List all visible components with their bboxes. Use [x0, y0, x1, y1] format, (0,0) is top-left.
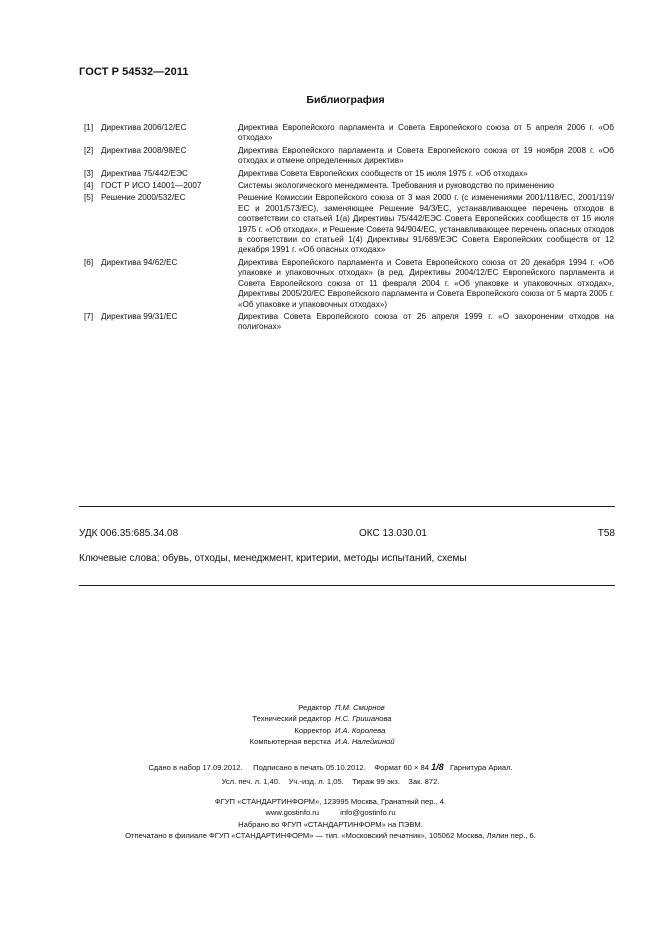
classifier-code: Т58 [597, 528, 615, 539]
bibliography-item [84, 169, 614, 179]
publisher-email: info@gostinfo.ru [340, 808, 396, 818]
ref-number: [3] [84, 168, 94, 178]
bibliography-item [84, 258, 614, 310]
credit-role: Корректор [294, 725, 331, 735]
ref-identifier: Директива 94/62/ЕС [101, 257, 178, 267]
typeset-note: Набрано во ФГУП «СТАНДАРТИНФОРМ» на ПЭВМ. [238, 819, 423, 829]
bibliography-item [84, 146, 614, 167]
publishing-sheets: Уч.-изд. л. 1,05. [288, 777, 344, 786]
credit-role: Компьютерная верстка [249, 737, 331, 747]
ref-number: [6] [84, 257, 94, 267]
top-divider [79, 506, 615, 507]
publisher-website: www.gostinfo.ru [265, 808, 320, 818]
bibliography-item [84, 123, 614, 144]
bibliography-item [84, 312, 614, 333]
ref-number: [7] [84, 311, 94, 321]
publisher-block [0, 796, 661, 842]
ref-description: Директива Европейского парламента и Совета Европейского союза от 19 ноября 2008 г. «Об отходах и отмене определенных директив» [238, 145, 614, 166]
paper-format: Формат 60 × 84 [374, 763, 429, 772]
credit-name: И.А. Налейкиной [335, 737, 395, 747]
printed-note: Отпечатано в филиале ФГУП «СТАНДАРТИНФОРМ» — тип. «Московский печатник», 105062 Москва, Лялин пер., 6. [125, 831, 536, 841]
bottom-divider [79, 585, 615, 586]
ref-description: Решение Комиссии Европейского союза от 3 мая 2000 г. (с изменениями 2001/118/ЕС, 2001/119/ЕС и 2001/573/ЕС), заменяющее Решение 94/3/ЕС, устанавливающее перечень отходов в соответствии со статьей 1(а) Директивы 75/442/ЕЭС Совета Европейских сообществ от 15 июля 1975 г. «Об отходах», и Решение Совета 94/904/ЕС, устанавливающее перечень опасных отходов в соответствии со статьей 1(4) Директивы 91/689/ЕЭС Совета Европейских сообществ от 12 декабря 1991 г. «Об опасных отходах» [238, 193, 614, 255]
credits-block [0, 702, 661, 748]
credit-name: Н.С. Гришанова [335, 714, 392, 724]
credit-name: И.А. Королева [335, 725, 386, 735]
print-run: Тираж 99 экз. [352, 777, 400, 786]
ref-identifier: Решение 2000/532/ЕС [101, 193, 186, 203]
ref-number: [4] [84, 181, 94, 191]
ref-identifier: Директива 2008/98/ЕС [101, 145, 187, 155]
credit-role: Редактор [298, 703, 331, 712]
publisher-contacts [0, 807, 661, 818]
signed-date: Подписано в печать 05.10.2012. [253, 763, 366, 772]
publisher-address: ФГУП «СТАНДАРТИНФОРМ», 123995 Москва, Гранатный пер., 4. [214, 797, 447, 806]
credit-line [0, 725, 661, 736]
bibliography-item [84, 181, 614, 191]
credit-line [0, 702, 661, 713]
print-info-line-2 [0, 775, 661, 789]
credit-name: П.М. Смирнов [335, 703, 385, 712]
credit-line [0, 736, 661, 747]
typeface: Гарнитура Ариал. [449, 763, 513, 772]
classification-row [79, 528, 615, 542]
ref-number: [1] [84, 123, 94, 132]
bibliography-title: Библиография [306, 94, 385, 106]
udc-code: УДК 006.35:685.34.08 [79, 528, 179, 539]
print-sheets: Усл. печ. л. 1,40. [221, 777, 281, 786]
oks-code: ОКС 13.030.01 [359, 528, 427, 539]
ref-description: Системы экологического менеджмента. Требования и руководство по применению [238, 181, 555, 191]
keywords: Ключевые слова: обувь, отходы, менеджмент, критерии, методы испытаний, схемы [79, 553, 467, 564]
bibliography-item [84, 193, 614, 255]
credit-role: Технический редактор [252, 714, 331, 724]
ref-identifier: ГОСТ Р ИСО 14001—2007 [101, 181, 202, 191]
print-info [0, 760, 661, 789]
ref-identifier: Директива 2006/12/ЕС [101, 123, 187, 132]
ref-description: Директива Совета Европейских сообществ от 15 июля 1975 г. «Об отходах» [238, 168, 528, 178]
ref-description: Директива Совета Европейского союза от 26 апреля 1999 г. «О захоронении отходов на полигонах» [238, 311, 614, 332]
ref-description: Директива Европейского парламента и Совета Европейского союза от 5 апреля 2006 г. «Об отходах» [238, 123, 614, 143]
ref-identifier: Директива 99/31/ЕС [101, 311, 178, 321]
credit-line [0, 713, 661, 724]
ref-description: Директива Европейского парламента и Совета Европейского союза от 20 декабря 1994 г. «Об упаковке и упаковочных отходах» (в ред. Директивы 2004/12/ЕС Европейского парламента и Совета Европейского союза от 11 февраля 2004 г. «Об упаковке и упаковочных отходах», Директивы 2005/20/ЕС Европейского парламента и Совета Европейского союза от 5 марта 2005 г. «Об упаковке и упаковочных отходах») [238, 257, 614, 309]
ref-identifier: Директива 75/442/ЕЭС [101, 168, 188, 178]
ref-number: [5] [84, 193, 94, 203]
format-fraction: 1/8 [431, 762, 444, 772]
ref-number: [2] [84, 145, 94, 155]
order-number: Зак. 872. [408, 777, 440, 786]
document-code: ГОСТ Р 54532—2011 [79, 66, 189, 78]
submitted-date: Сдано в набор 17.09.2012. [148, 763, 243, 772]
print-info-line-1 [0, 760, 661, 775]
bibliography-list [84, 123, 614, 335]
